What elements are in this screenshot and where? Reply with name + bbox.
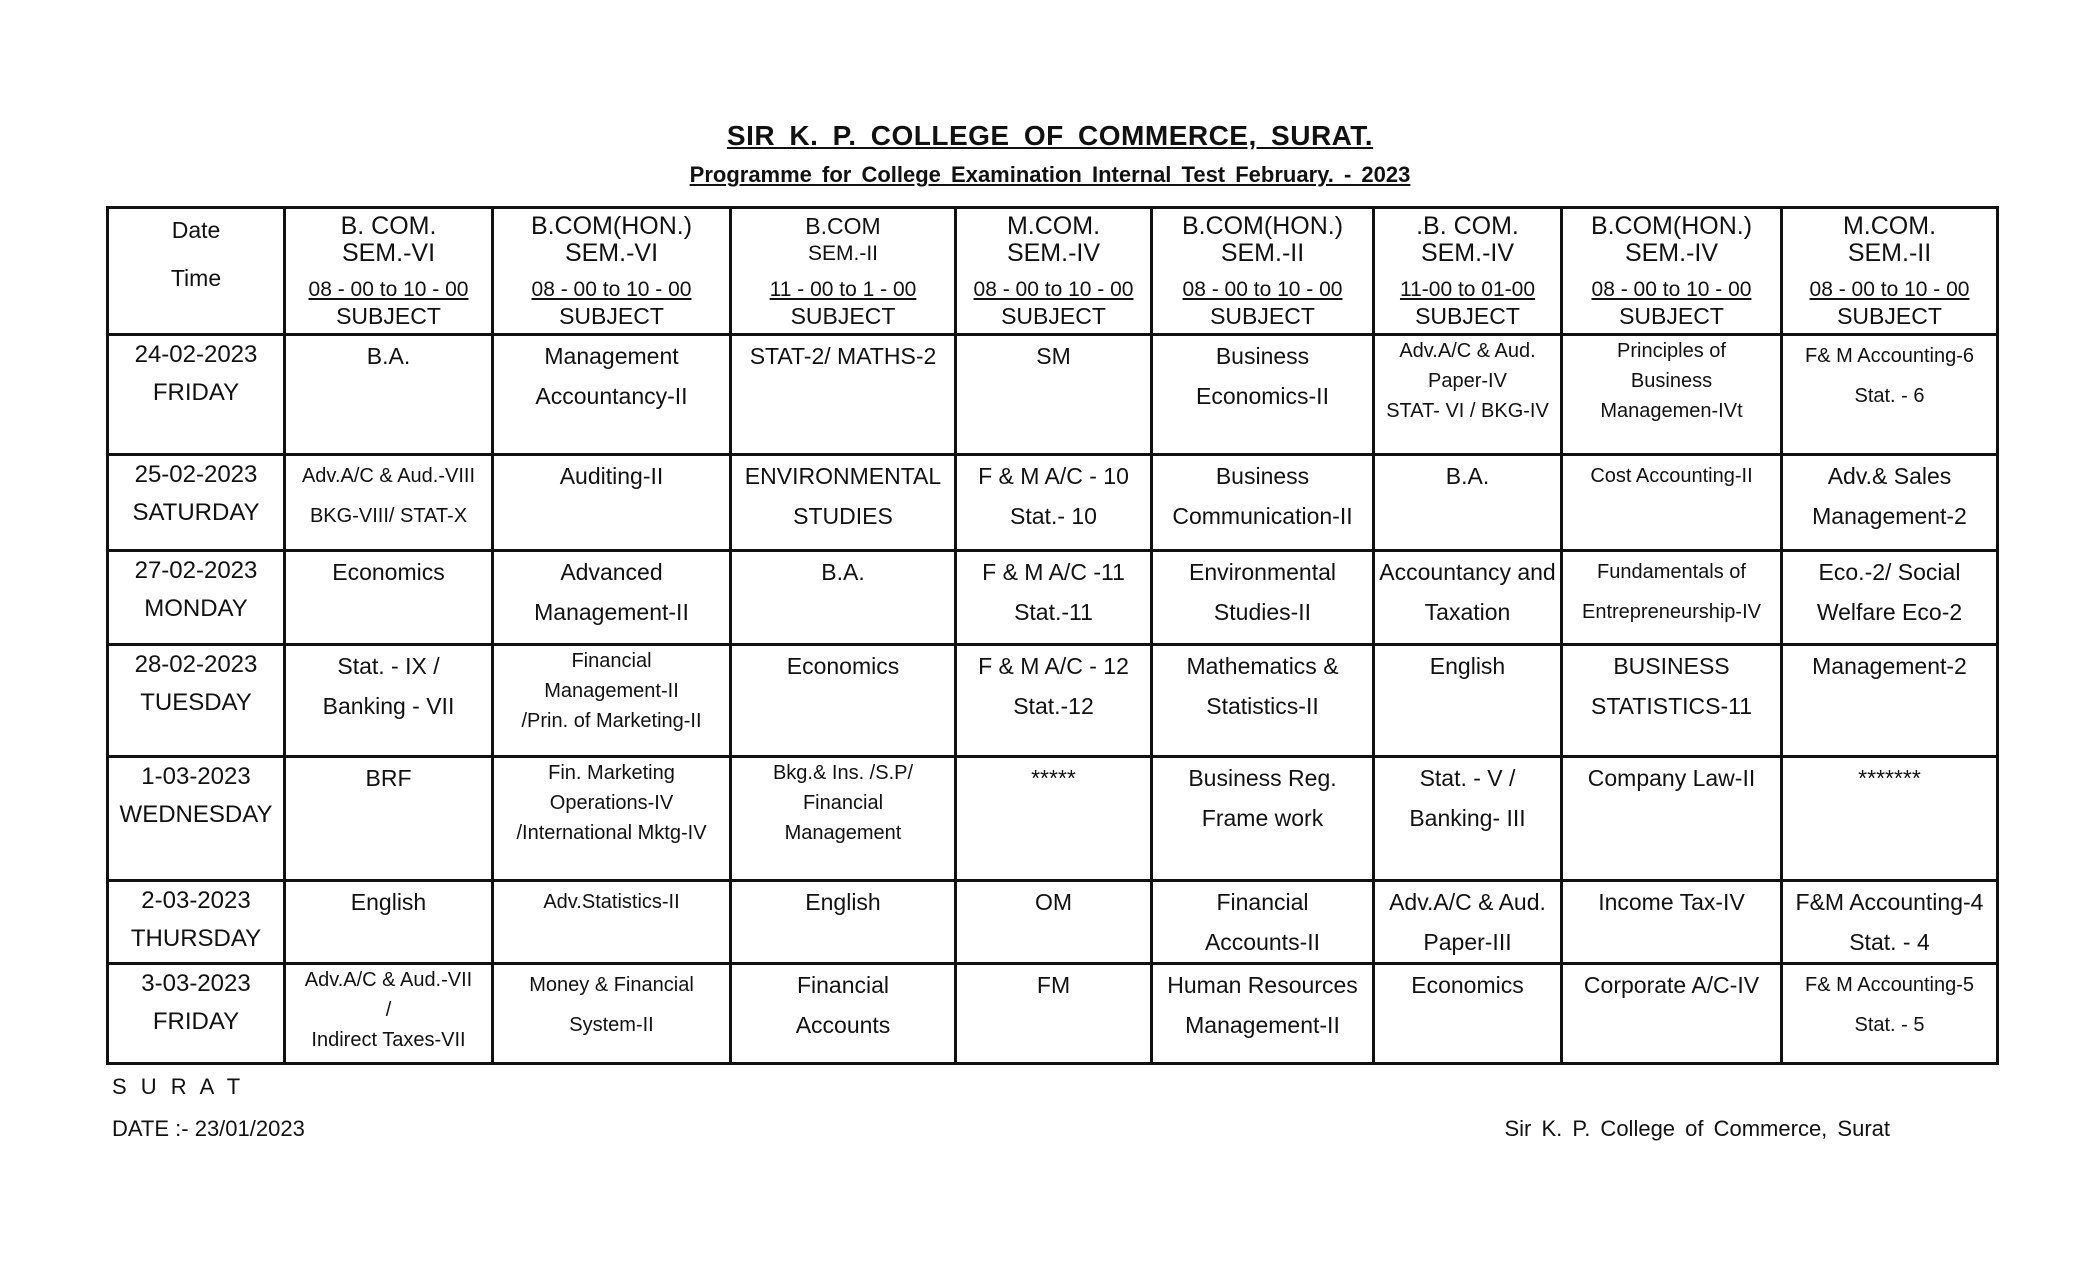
subject-text: Bkg.& Ins. /S.P/ xyxy=(772,762,914,784)
exam-date: 25-02-2023 xyxy=(134,461,258,488)
exam-date: 2-03-2023 xyxy=(141,887,251,914)
subject-text: F& M Accounting-5 xyxy=(1805,974,1974,996)
subject-label: SUBJECT xyxy=(1619,303,1724,329)
subject-cell xyxy=(1374,964,1562,1064)
subject-label: SUBJECT xyxy=(1210,303,1315,329)
column-header xyxy=(1562,208,1782,335)
subject-text: Stat. - V / xyxy=(1419,765,1516,791)
subject-cell xyxy=(1374,757,1562,881)
subject-cell xyxy=(731,757,956,881)
subject-text: Economics xyxy=(1411,972,1524,998)
exam-day: TUESDAY xyxy=(140,689,252,716)
subject-cell xyxy=(1782,757,1998,881)
subject-text: English xyxy=(350,889,427,915)
date-cell xyxy=(108,551,285,645)
subject-label: SUBJECT xyxy=(336,303,441,329)
subject-text: OM xyxy=(1034,889,1073,915)
subject-cell xyxy=(493,881,731,964)
subject-cell xyxy=(956,964,1152,1064)
subject-text: Corporate A/C-IV xyxy=(1583,972,1760,998)
table-row xyxy=(108,645,1998,757)
subject-text: Stat.-11 xyxy=(1014,599,1093,625)
subject-text: Adv.A/C & Aud. xyxy=(1389,889,1546,915)
exam-time: 08 - 00 to 10 - 00 xyxy=(973,278,1134,301)
subject-text: Operations-IV xyxy=(549,792,674,814)
subject-text: Stat. - IX / xyxy=(337,653,440,679)
subject-text: STUDIES xyxy=(793,503,893,529)
column-header xyxy=(956,208,1152,335)
document-subtitle: Programme for College Examination Internal Test February. - 2023 xyxy=(689,162,1411,187)
footer-date: DATE :- 23/01/2023 xyxy=(112,1116,305,1141)
document-title: SIR K. P. COLLEGE OF COMMERCE, SURAT. xyxy=(726,120,1374,151)
subject-text: STAT-2/ MATHS-2 xyxy=(749,343,937,369)
subject-text: Stat.-12 xyxy=(1013,693,1094,719)
subject-text: Indirect Taxes-VII xyxy=(311,1029,466,1051)
subject-cell xyxy=(1562,335,1782,455)
subject-cell xyxy=(731,964,956,1064)
subject-text: B.A. xyxy=(821,559,865,585)
subject-text: Accountancy-II xyxy=(535,383,688,409)
subject-text: F & M A/C - 10 xyxy=(978,463,1129,489)
subject-cell xyxy=(1374,645,1562,757)
exam-time: 11 - 00 to 1 - 00 xyxy=(769,278,917,301)
footer-place: S U R A T xyxy=(112,1074,245,1099)
subject-cell xyxy=(1562,881,1782,964)
exam-time: 08 - 00 to 10 - 00 xyxy=(1182,278,1343,301)
subject-text: B.A. xyxy=(1445,463,1490,489)
date-cell xyxy=(108,881,285,964)
subject-text: ******* xyxy=(1858,765,1921,791)
subject-text: English xyxy=(805,889,881,915)
subject-cell xyxy=(1782,881,1998,964)
subject-text: Financial xyxy=(802,792,884,814)
date-cell xyxy=(108,335,285,455)
subject-text: Accountancy and xyxy=(1379,559,1556,585)
semester-label: SEM.-VI xyxy=(564,239,659,267)
time-label: Time xyxy=(170,265,222,291)
subject-cell xyxy=(731,335,956,455)
program-name: B.COM(HON.) xyxy=(1590,212,1753,240)
subject-text: BUSINESS xyxy=(1613,653,1730,679)
footer-signature: Sir K. P. College of Commerce, Surat xyxy=(1504,1116,1890,1141)
subject-text: STATISTICS-11 xyxy=(1590,693,1753,719)
subject-text: STAT- VI / BKG-IV xyxy=(1386,400,1549,422)
subject-text: ENVIRONMENTAL xyxy=(744,463,942,489)
subject-cell xyxy=(1782,455,1998,551)
subject-text: Managemen-IVt xyxy=(1600,400,1743,422)
subject-text: SM xyxy=(1036,343,1071,369)
subject-cell xyxy=(1562,757,1782,881)
exam-day: FRIDAY xyxy=(152,379,240,406)
subject-cell xyxy=(1562,964,1782,1064)
exam-schedule-table xyxy=(106,206,1999,1065)
subject-text: F&M Accounting-4 xyxy=(1795,889,1984,915)
subject-cell xyxy=(956,881,1152,964)
subject-text: Stat. - 4 xyxy=(1849,929,1930,955)
column-header xyxy=(1374,208,1562,335)
subject-cell xyxy=(1152,881,1374,964)
subject-cell xyxy=(1152,551,1374,645)
subject-text: /International Mktg-IV xyxy=(516,822,707,844)
subject-text: Fundamentals of xyxy=(1597,561,1746,583)
subject-text: BRF xyxy=(365,765,412,791)
subject-cell xyxy=(285,551,493,645)
table-row xyxy=(108,964,1998,1064)
subject-text: Cost Accounting-II xyxy=(1590,465,1753,487)
subject-cell xyxy=(285,757,493,881)
exam-time: 08 - 00 to 10 - 00 xyxy=(1591,278,1752,301)
subject-cell xyxy=(1152,964,1374,1064)
subject-cell xyxy=(956,455,1152,551)
subject-text: B.A. xyxy=(366,343,411,369)
subject-text: Income Tax-IV xyxy=(1598,889,1745,915)
subject-text: Management-II xyxy=(534,599,689,625)
table-header-row xyxy=(108,208,1998,335)
exam-day: THURSDAY xyxy=(130,925,262,952)
semester-label: SEM.-II xyxy=(1220,239,1305,267)
table-row xyxy=(108,551,1998,645)
subject-text: System-II xyxy=(569,1014,654,1036)
column-header xyxy=(731,208,956,335)
subject-cell xyxy=(285,964,493,1064)
exam-date: 28-02-2023 xyxy=(134,651,258,678)
subject-label: SUBJECT xyxy=(1001,303,1106,329)
subject-text: Business xyxy=(1630,370,1713,392)
subject-text: Human Resources xyxy=(1167,972,1358,998)
subject-text: Stat. - 6 xyxy=(1854,385,1925,407)
subject-text: Statistics-II xyxy=(1206,693,1319,719)
subject-text: Principles of xyxy=(1617,340,1726,362)
subject-cell xyxy=(1152,455,1374,551)
exam-time: 11-00 to 01-00 xyxy=(1399,278,1536,301)
subject-text: F& M Accounting-6 xyxy=(1805,345,1974,367)
subject-text: Mathematics & xyxy=(1186,653,1339,679)
subject-text: BKG-VIII/ STAT-X xyxy=(309,505,468,527)
subject-text: Accounts-II xyxy=(1204,929,1321,955)
subject-cell xyxy=(956,335,1152,455)
subject-text: Advanced xyxy=(560,559,663,585)
column-header xyxy=(1782,208,1998,335)
subject-text: Eco.-2/ Social xyxy=(1818,559,1961,585)
table-row xyxy=(108,757,1998,881)
subject-text: Business xyxy=(1215,463,1310,489)
semester-label: SEM.-VI xyxy=(341,239,436,267)
exam-day: MONDAY xyxy=(144,595,248,622)
program-name: .B. COM. xyxy=(1416,212,1519,240)
subject-text: Management-II xyxy=(544,680,679,702)
subject-cell xyxy=(731,881,956,964)
subject-cell xyxy=(493,455,731,551)
subject-label: SUBJECT xyxy=(1415,303,1520,329)
subject-label: SUBJECT xyxy=(559,303,664,329)
program-name: M.COM. xyxy=(1842,212,1937,240)
subject-cell xyxy=(956,757,1152,881)
subject-text: Environmental xyxy=(1188,559,1337,585)
subject-cell xyxy=(956,551,1152,645)
subject-text: Company Law-II xyxy=(1587,765,1756,791)
exam-time: 08 - 00 to 10 - 00 xyxy=(308,278,469,301)
subject-cell xyxy=(493,551,731,645)
subject-text: Management xyxy=(544,343,679,369)
semester-label: SEM.-IV xyxy=(1006,239,1101,267)
subject-text: Business Reg. xyxy=(1188,765,1337,791)
subject-cell xyxy=(731,551,956,645)
column-header xyxy=(493,208,731,335)
subject-text: Management-II xyxy=(1185,1012,1340,1038)
subject-text: Economics xyxy=(332,559,445,585)
date-time-header xyxy=(108,208,285,335)
semester-label: SEM.-II xyxy=(807,242,878,265)
column-header xyxy=(1152,208,1374,335)
program-name: B. COM. xyxy=(340,212,437,240)
table-row xyxy=(108,335,1998,455)
subject-cell xyxy=(1562,645,1782,757)
subject-cell xyxy=(285,881,493,964)
subject-text: Accounts xyxy=(795,1012,891,1038)
subject-text: FM xyxy=(1036,972,1071,998)
subject-cell xyxy=(1374,881,1562,964)
subject-text: Management-2 xyxy=(1812,503,1967,529)
subject-text: Adv.Statistics-II xyxy=(543,891,680,913)
subject-text: / xyxy=(385,999,392,1021)
program-name: B.COM(HON.) xyxy=(1181,212,1344,240)
semester-label: SEM.-II xyxy=(1847,239,1932,267)
exam-time: 08 - 00 to 10 - 00 xyxy=(1809,278,1970,301)
program-name: M.COM. xyxy=(1006,212,1101,240)
subject-text: Fin. Marketing xyxy=(548,762,675,784)
exam-time: 08 - 00 to 10 - 00 xyxy=(531,278,692,301)
subject-text: Economics xyxy=(786,653,900,679)
subject-text: Adv.& Sales xyxy=(1827,463,1952,489)
date-cell xyxy=(108,645,285,757)
subject-text: Frame work xyxy=(1201,805,1324,831)
subject-cell xyxy=(493,645,731,757)
subject-text: Paper-IV xyxy=(1428,370,1507,392)
subject-text: Financial xyxy=(571,650,652,672)
subject-cell xyxy=(1374,335,1562,455)
subject-text: Money & Financial xyxy=(529,974,694,996)
exam-date: 27-02-2023 xyxy=(134,557,258,584)
program-name: B.COM(HON.) xyxy=(530,212,693,240)
semester-label: SEM.-IV xyxy=(1420,239,1515,267)
subject-text: Financial xyxy=(1216,889,1309,915)
subject-cell xyxy=(1152,645,1374,757)
subject-label: SUBJECT xyxy=(1837,303,1942,329)
subject-text: Adv.A/C & Aud.-VII xyxy=(304,969,473,991)
semester-label: SEM.-IV xyxy=(1624,239,1719,267)
subject-cell xyxy=(1782,645,1998,757)
exam-day: FRIDAY xyxy=(152,1008,240,1035)
exam-date: 1-03-2023 xyxy=(141,763,251,790)
subject-cell xyxy=(1782,335,1998,455)
subject-cell xyxy=(731,455,956,551)
subject-text: Studies-II xyxy=(1213,599,1312,625)
subject-text: Stat. - 5 xyxy=(1854,1014,1925,1036)
subject-text: Banking - VII xyxy=(322,693,455,719)
subject-text: Stat.- 10 xyxy=(1010,503,1097,529)
subject-text: Financial xyxy=(796,972,890,998)
subject-text: Welfare Eco-2 xyxy=(1816,599,1963,625)
subject-cell xyxy=(285,455,493,551)
subject-text: ***** xyxy=(1031,765,1076,791)
subject-cell xyxy=(1562,455,1782,551)
date-cell xyxy=(108,455,285,551)
date-cell xyxy=(108,757,285,881)
table-row xyxy=(108,455,1998,551)
subject-cell xyxy=(1152,757,1374,881)
date-cell xyxy=(108,964,285,1064)
subject-text: F & M A/C - 12 xyxy=(978,653,1129,679)
subject-text: Paper-III xyxy=(1423,929,1512,955)
subject-text: Management-2 xyxy=(1812,653,1967,679)
subject-cell xyxy=(1152,335,1374,455)
subject-cell xyxy=(493,335,731,455)
exam-date: 3-03-2023 xyxy=(141,970,251,997)
subject-text: /Prin. of Marketing-II xyxy=(521,710,702,732)
subject-text: Communication-II xyxy=(1172,503,1353,529)
subject-text: Taxation xyxy=(1424,599,1511,625)
subject-label: SUBJECT xyxy=(790,303,896,329)
subject-text: Business xyxy=(1215,343,1310,369)
subject-text: Economics-II xyxy=(1196,383,1329,409)
schedule-body xyxy=(108,335,1998,1064)
subject-cell xyxy=(493,757,731,881)
subject-text: Adv.A/C & Aud. xyxy=(1399,340,1536,362)
subject-cell xyxy=(1782,551,1998,645)
exam-day: SATURDAY xyxy=(132,499,260,526)
subject-text: Auditing-II xyxy=(559,463,664,489)
subject-cell xyxy=(1562,551,1782,645)
subject-cell xyxy=(1782,964,1998,1064)
subject-cell xyxy=(493,964,731,1064)
subject-cell xyxy=(285,335,493,455)
subject-text: Banking- III xyxy=(1409,805,1526,831)
subject-text: Management xyxy=(784,822,902,844)
subject-cell xyxy=(1374,455,1562,551)
subject-text: English xyxy=(1429,653,1506,679)
subject-text: Adv.A/C & Aud.-VIII xyxy=(301,465,476,487)
date-label: Date xyxy=(171,217,221,243)
exam-day: WEDNESDAY xyxy=(119,801,273,828)
subject-cell xyxy=(956,645,1152,757)
subject-text: F & M A/C -11 xyxy=(982,559,1125,585)
exam-date: 24-02-2023 xyxy=(134,341,258,368)
subject-cell xyxy=(285,645,493,757)
program-name: B.COM xyxy=(805,213,881,239)
subject-cell xyxy=(731,645,956,757)
table-row xyxy=(108,881,1998,964)
subject-text: Entrepreneurship-IV xyxy=(1582,601,1761,623)
column-header xyxy=(285,208,493,335)
subject-cell xyxy=(1374,551,1562,645)
